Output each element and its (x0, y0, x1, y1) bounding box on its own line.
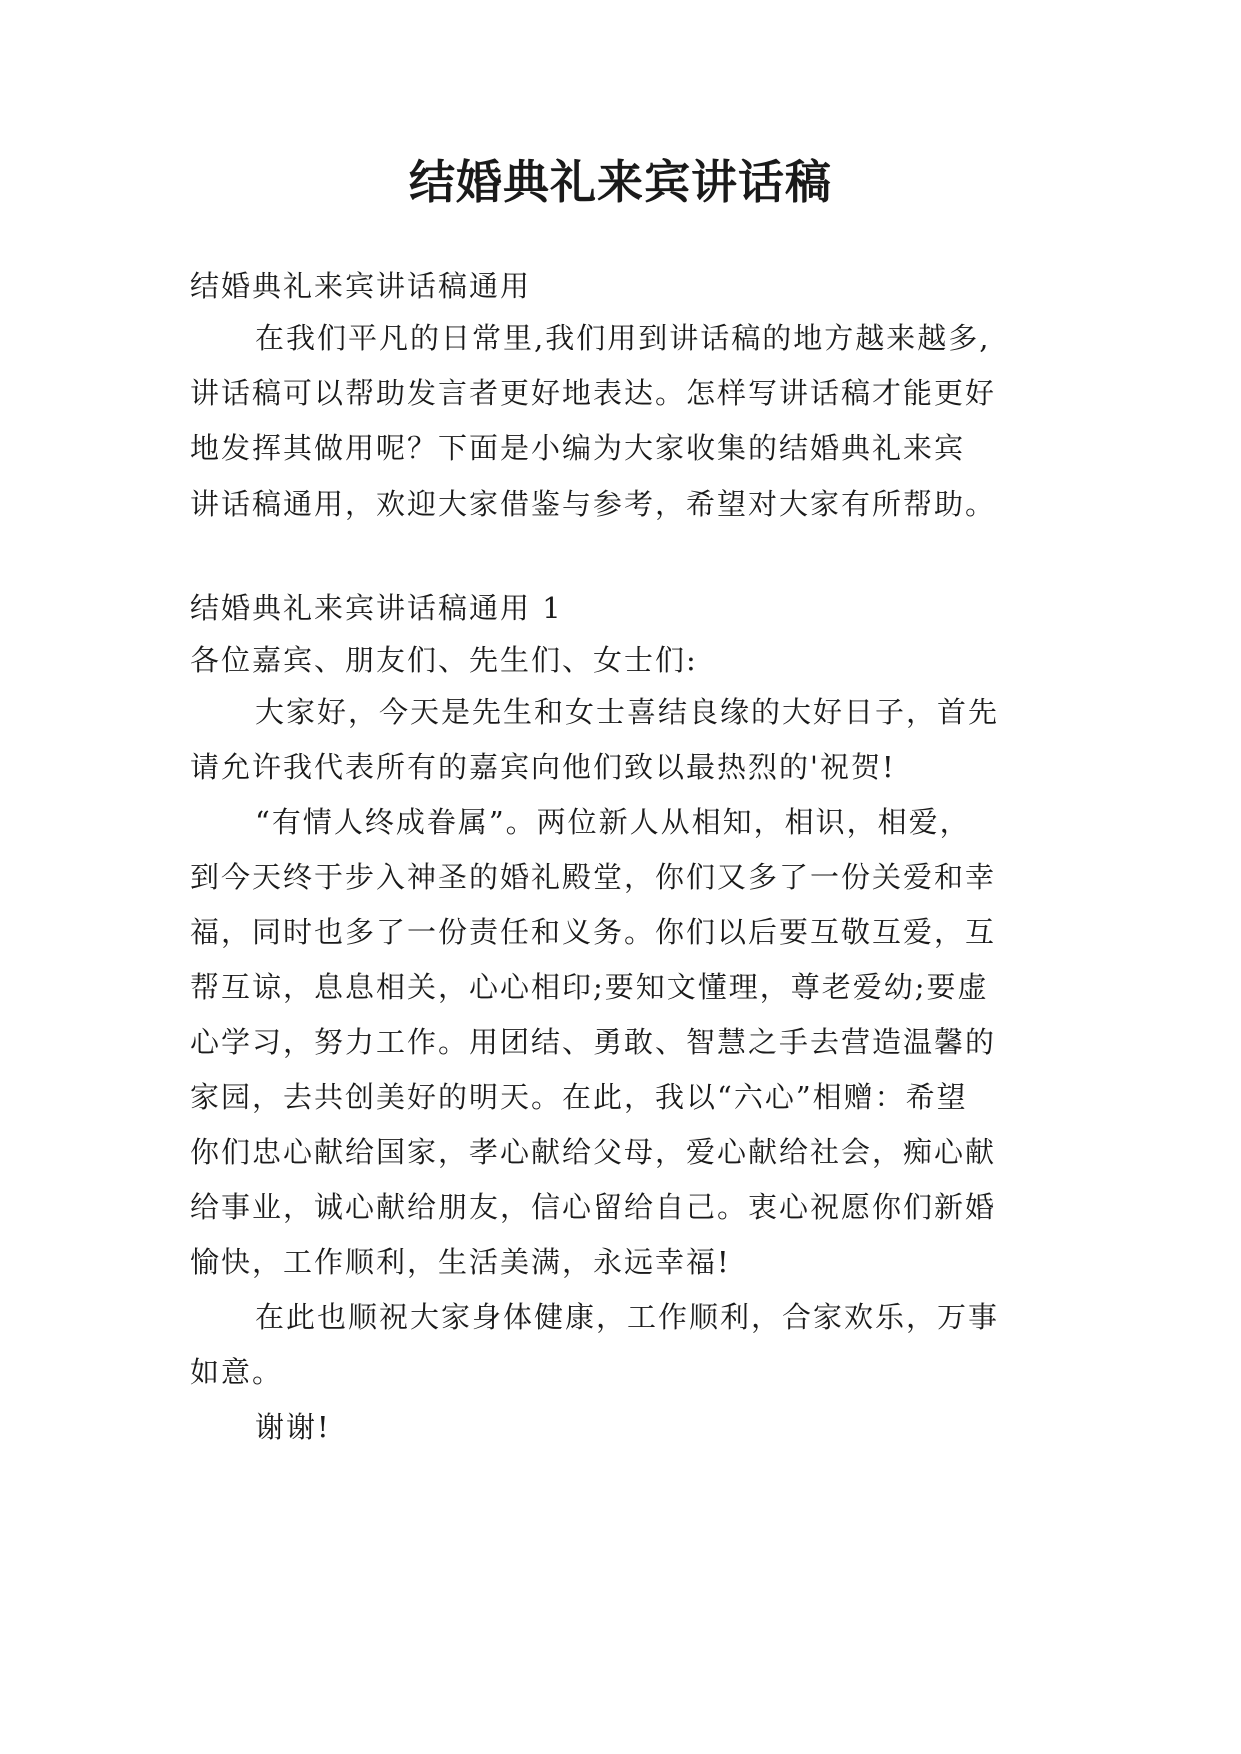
salutation: 各位嘉宾、朋友们、先生们、女士们: (190, 643, 698, 677)
document-title: 结婚典礼来宾讲话稿 (409, 155, 832, 209)
paragraph-line: 你们忠心献给国家，孝心献给父母，爱心献给社会，痴心献 (190, 1135, 997, 1169)
section-heading: 结婚典礼来宾讲话稿通用 (190, 269, 532, 303)
paragraph-line: 大家好，今天是先生和女士喜结良缘的大好日子，首先 (255, 695, 1000, 729)
paragraph-line: 在我们平凡的日常里,我们用到讲话稿的地方越来越多, (255, 321, 991, 355)
paragraph-line: 请允许我代表所有的嘉宾向他们致以最热烈的'祝贺! (190, 750, 896, 784)
paragraph-line: 如意。 (190, 1355, 284, 1389)
section-heading: 结婚典礼来宾讲话稿通用 1 (190, 591, 563, 625)
paragraph-line: “有情人终成眷属”。两位新人从相知，相识，相爱， (255, 805, 971, 839)
paragraph-line: 讲话稿通用，欢迎大家借鉴与参考，希望对大家有所帮助。 (190, 487, 997, 521)
paragraph-line: 愉快，工作顺利，生活美满，永远幸福! (190, 1245, 731, 1279)
paragraph-line: 心学习，努力工作。用团结、勇敢、智慧之手去营造温馨的 (190, 1025, 997, 1059)
paragraph-line: 家园，去共创美好的明天。在此，我以“六心”相赠：希望 (190, 1080, 968, 1114)
paragraph-line: 讲话稿可以帮助发言者更好地表达。怎样写讲话稿才能更好 (190, 376, 997, 410)
paragraph-line: 到今天终于步入神圣的婚礼殿堂，你们又多了一份关爱和幸 (190, 860, 997, 894)
paragraph-line: 地发挥其做用呢？下面是小编为大家收集的结婚典礼来宾 (190, 431, 966, 465)
paragraph-line: 帮互谅，息息相关，心心相印;要知文懂理，尊老爱幼;要虚 (190, 970, 989, 1004)
paragraph-line: 在此也顺祝大家身体健康，工作顺利，合家欢乐，万事 (255, 1300, 1000, 1334)
closing-line: 谢谢! (255, 1410, 331, 1444)
paragraph-line: 给事业，诚心献给朋友，信心留给自己。衷心祝愿你们新婚 (190, 1190, 997, 1224)
paragraph-line: 福，同时也多了一份责任和义务。你们以后要互敬互爱，互 (190, 915, 997, 949)
